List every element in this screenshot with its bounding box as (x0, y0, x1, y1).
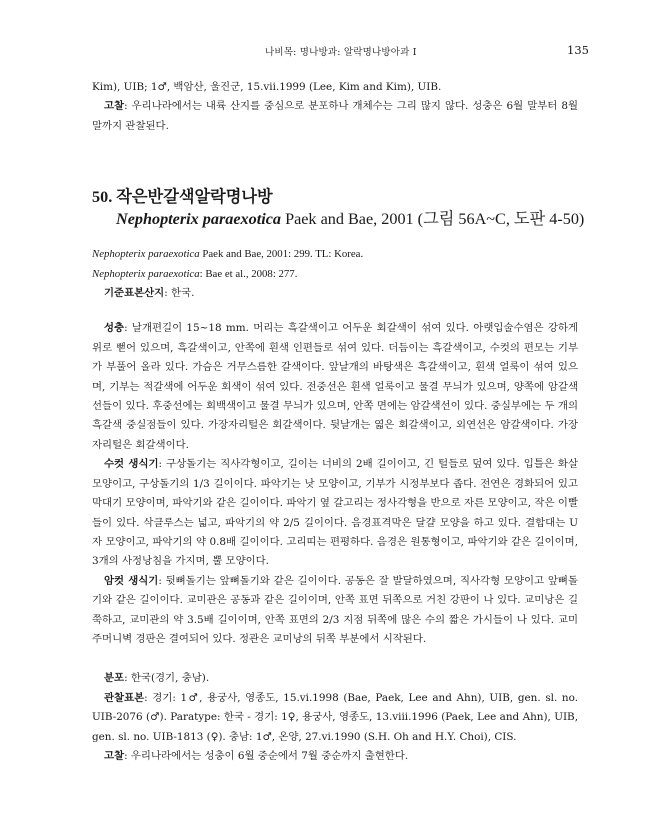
synonym-name-1: Nephopterix paraexotica (92, 248, 200, 261)
material-examined (92, 689, 578, 747)
material-text: : 경기: 1♂, 용궁사, 영종도, 15.vi.1998 (Bae, Paek, Lee and Ahn), UIB, gen. sl. no. UIB-2076 (♂). Paratype: 한국 - 경기: 1♀, 용궁사, 영종도, 13.viii.1996 (Paek, Lee and Ahn), UIB, gen. sl. no. UIB-1813 (♀). 충남: 1♂, 온양, 27.vi.1990 (S.H. Oh and H.Y. Choi), CIS. (92, 691, 578, 743)
remark-label: 고찰 (104, 100, 125, 113)
final-remark (92, 747, 578, 766)
synonymy-line-2 (92, 265, 578, 284)
species-heading (92, 186, 585, 230)
adult-label: 성충 (104, 322, 125, 335)
final-remark-text: : 우리나라에서는 성충이 6월 중순에서 7월 중순까지 출현한다. (124, 749, 409, 762)
adult-description (92, 319, 578, 455)
synonymy-block (92, 245, 578, 303)
male-genitalia (92, 455, 578, 571)
male-genitalia-label: 수컷 생식기 (104, 458, 159, 471)
material-label: 관찰표본 (104, 691, 145, 704)
synonym-text-2: : Bae et al., 2008: 277. (199, 267, 298, 280)
distribution (92, 669, 578, 688)
type-locality-label: 기준표본산지 (104, 287, 165, 300)
female-genitalia-text: : 뒷뼈돌기는 앞뼈돌기와 같은 길이이다. 공동은 잘 발달하였으며, 직사각형 모양이고 앞뼈돌기와 같은 길이이다. 교미관은 공동과 같은 길이이며, 안쪽 표면 뒤쪽으로 거친 강판이 나 있다. 교미낭은 길쭉하고, 교미관의 약 3.5배 길이이며, 안쪽 표면의 2/3 지점 뒤쪽에 많은 수의 짧은 가시들이 나 있다. 교미주머니벽 경판은 결여되어 있다. 정관은 교미낭의 뒤쪽 부분에서 시작된다. (92, 574, 578, 645)
female-genitalia (92, 572, 578, 650)
author-figs: Paek and Bae, 2001 (그림 56A~C, 도판 4-50) (281, 210, 585, 229)
type-locality (92, 284, 578, 303)
page-content (92, 78, 585, 766)
scientific-name: Nephopterix paraexotica (116, 210, 282, 229)
intro-remark (92, 97, 578, 136)
running-head: 나비목: 명나방과: 알락명나방아과 I (265, 47, 417, 58)
type-locality-text: : 한국. (164, 287, 195, 300)
synonym-text-1: Paek and Bae, 2001: 299. TL: Korea. (199, 248, 364, 261)
distribution-label: 분포 (104, 672, 125, 685)
distribution-text: : 한국(경기, 충남). (124, 672, 210, 685)
section-gap (92, 649, 578, 669)
final-remark-label: 고찰 (104, 749, 125, 762)
adult-text: : 날개편길이 15~18 mm. 머리는 흑갈색이고 어두운 회갈색이 섞여 있다. 아랫입술수염은 강하게 위로 뻗어 있으며, 흑갈색이고, 안쪽에 흰색 인편들로 섞여 있다. 더듬이는 흑갈색이고, 수컷의 편모는 기부가 부풀어 올라 있다. 가슴은 거무스름한 갈색이다. 앞날개의 바탕색은 흑갈색이고, 흰색 얼룩이 섞여 있으며, 기부는 적갈색에 어두운 회색이 섞여 있다. 전중선은 흰색 얼룩이고 물결 무늬가 있으며, 양쪽에 암갈색선들이 있다. 후중선에는 회백색이고 물결 무늬가 있으며, 안쪽 면에는 암갈색선이 있다. 중실부에는 두 개의 흑갈색 중실점들이 있다. 가장자리털은 회갈색이다. 뒷날개는 엷은 회갈색이고, 외연선은 암갈색이다. 가장자리털은 회갈색이다. (92, 322, 578, 451)
species-number-title: 50. 작은반갈색알락명나방 (92, 188, 273, 207)
synonymy-line-1 (92, 245, 578, 264)
page-number: 135 (567, 43, 589, 57)
intro-line: Kim), UIB; 1♂, 백암산, 울진군, 15.vii.1999 (Lee, Kim and Kim), UIB. (92, 81, 442, 93)
male-genitalia-text: : 구상돌기는 직사각형이고, 길이는 너비의 2배 길이이고, 긴 털들로 덮여 있다. 입틀은 화살 모양이고, 구상돌기의 1/3 길이이다. 파악기는 낫 모양이고, 기부가 시정부보다 좁다. 전연은 경화되어 있고 막대기 모양이며, 파악기와 같은 길이이다. 파악기 옆 갈고리는 정사각형을 반으로 자른 모양이고, 작은 이빨들이 있다. 삭클루스는 넓고, 파악기의 약 2/5 길이이다. 음경표격막은 달걀 모양을 하고 있다. 결합대는 U자 모양이고, 파악기의 약 0.8배 길이이다. 고리띠는 편평하다. 음경은 원통형이고, 파악기와 같은 길이이며, 3개의 사정낭침을 가지며, 뿔 모양이다. (92, 458, 578, 568)
page-header (0, 44, 652, 60)
species-scientific-title (92, 208, 585, 230)
remark-text: : 우리나라에서는 내륙 산지를 중심으로 분포하나 개체수는 그리 많지 않다. 성충은 6월 말부터 8월 말까지 관찰된다. (92, 100, 578, 132)
synonym-name-2: Nephopterix paraexotica (92, 267, 200, 280)
female-genitalia-label: 암컷 생식기 (104, 574, 159, 587)
